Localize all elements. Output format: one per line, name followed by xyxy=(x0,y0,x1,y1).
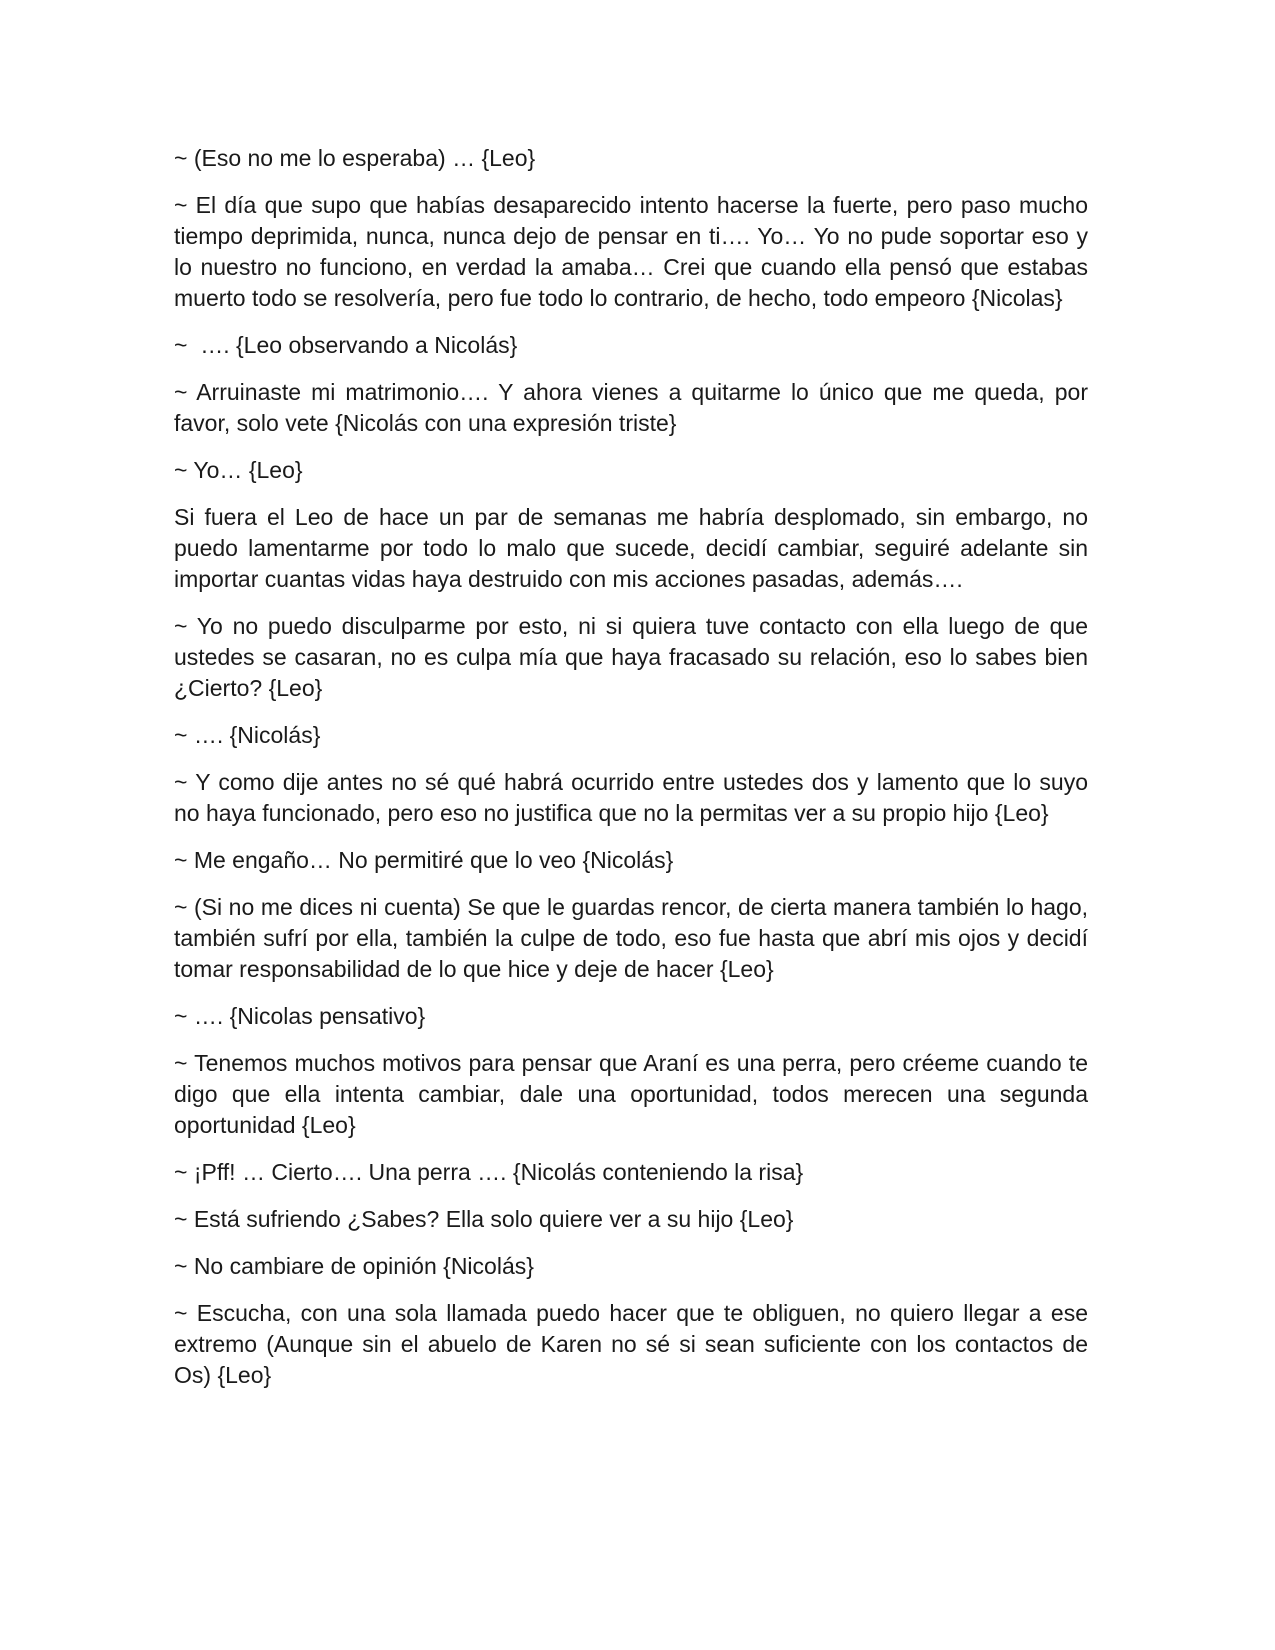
paragraph: ~ Me engaño… No permitiré que lo veo {Nicolás} xyxy=(174,847,674,873)
paragraph: ~ No cambiare de opinión {Nicolás} xyxy=(174,1253,534,1279)
paragraph: ~ …. {Nicolas pensativo} xyxy=(174,1003,426,1029)
paragraph: ~ (Eso no me lo esperaba) … {Leo} xyxy=(174,145,536,171)
document-body xyxy=(174,143,1095,1407)
paragraph: ~ Arruinaste mi matrimonio…. Y ahora vienes a quitarme lo único que me queda, por favor, solo vete {Nicolás con una expresión triste} xyxy=(174,379,1095,436)
paragraph: ~ ¡Pff! … Cierto…. Una perra …. {Nicolás conteniendo la risa} xyxy=(174,1159,804,1185)
paragraph: ~ Está sufriendo ¿Sabes? Ella solo quiere ver a su hijo {Leo} xyxy=(174,1206,794,1232)
paragraph: ~ Tenemos muchos motivos para pensar que Araní es una perra, pero créeme cuando te digo que ella intenta cambiar, dale una oportunidad, todos merecen una segunda oportunidad {Leo} xyxy=(174,1050,1095,1138)
paragraph: ~ Yo no puedo disculparme por esto, ni si quiera tuve contacto con ella luego de que ustedes se casaran, no es culpa mía que haya fracasado su relación, eso lo sabes bien ¿Cierto? {Leo} xyxy=(174,613,1095,701)
paragraph: Si fuera el Leo de hace un par de semanas me habría desplomado, sin embargo, no puedo lamentarme por todo lo malo que sucede, decidí cambiar, seguiré adelante sin importar cuantas vidas haya destruido con mis acciones pasadas, además…. xyxy=(174,504,1095,592)
paragraph: ~ …. {Nicolás} xyxy=(174,722,321,748)
paragraph: ~ El día que supo que habías desaparecido intento hacerse la fuerte, pero paso mucho tiempo deprimida, nunca, nunca dejo de pensar en ti…. Yo… Yo no pude soportar eso y lo nuestro no funciono, en verdad la amaba… Crei que cuando ella pensó que estabas muerto todo se resolvería, pero fue todo lo contrario, de hecho, todo empeoro {Nicolas} xyxy=(174,192,1095,311)
paragraph: ~ (Si no me dices ni cuenta) Se que le guardas rencor, de cierta manera también lo hago, también sufrí por ella, también la culpe de todo, eso fue hasta que abrí mis ojos y decidí tomar responsabilidad de lo que hice y deje de hacer {Leo} xyxy=(174,894,1095,982)
paragraph: ~ Escucha, con una sola llamada puedo hacer que te obliguen, no quiero llegar a ese extremo (Aunque sin el abuelo de Karen no sé si sean suficiente con los contactos de Os) {Leo} xyxy=(174,1300,1095,1388)
paragraph: ~ …. {Leo observando a Nicolás} xyxy=(174,332,518,358)
paragraph: ~ Y como dije antes no sé qué habrá ocurrido entre ustedes dos y lamento que lo suyo no haya funcionado, pero eso no justifica que no la permitas ver a su propio hijo {Leo} xyxy=(174,769,1095,826)
paragraph: ~ Yo… {Leo} xyxy=(174,457,303,483)
